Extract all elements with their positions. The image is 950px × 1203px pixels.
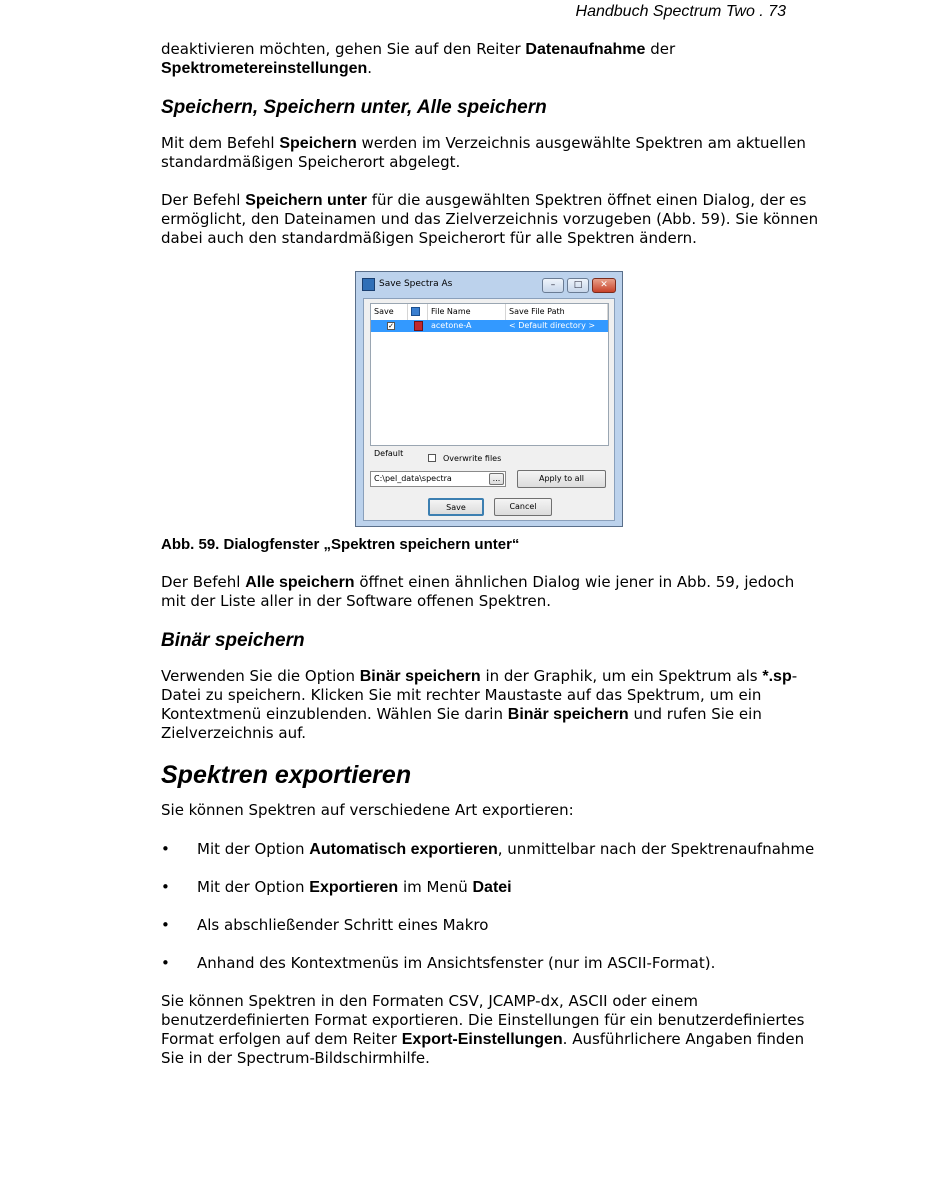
browse-button[interactable]: ...	[489, 473, 504, 485]
running-header: Handbuch Spectrum Two . 73	[575, 3, 786, 20]
cube-icon	[411, 307, 420, 316]
app-icon	[362, 278, 375, 291]
list-item: • Mit der Option Automatisch exportieren, unmittelbar nach der Spektrenaufnahme	[161, 840, 821, 859]
save-spectra-dialog	[355, 271, 623, 527]
column-header-icon[interactable]	[408, 304, 428, 320]
spectra-list[interactable]	[370, 303, 609, 446]
dialog-title: Save Spectra As	[379, 279, 453, 289]
save-button[interactable]: Save	[428, 498, 484, 516]
apply-to-all-button[interactable]: Apply to all	[517, 470, 606, 488]
paragraph-save-all: Der Befehl Alle speichern öffnet einen ähnlichen Dialog wie jener in Abb. 59, jedoch mit der Liste aller in der Software offenen Spektren.	[161, 573, 795, 610]
heading-export: Spektren exportieren	[161, 761, 412, 789]
paragraph-save: Mit dem Befehl Speichern werden im Verzeichnis ausgewählte Spektren am aktuellen standardmäßigen Speicherort abgelegt.	[161, 134, 806, 171]
paragraph-binary: Verwenden Sie die Option Binär speichern in der Graphik, um ein Spektrum als *.sp-Datei zu speichern. Klicken Sie mit rechter Maustaste auf das Spektrum, um ein Kontextmenü einzublenden. Wählen Sie darin Binär speichern und rufen Sie ein Zielverzeichnis auf.	[161, 667, 798, 742]
table-row[interactable]	[371, 320, 608, 332]
save-checkbox[interactable]: ✓	[388, 321, 394, 330]
cancel-button[interactable]: Cancel	[494, 498, 552, 516]
page-content	[161, 40, 821, 1068]
paragraph-export-formats: Sie können Spektren in den Formaten CSV, JCAMP-dx, ASCII oder einem benutzerdefinierten Format exportieren. Die Einstellungen für ein benutzerdefiniertes Format erfolgen auf dem Reiter Export-Einstellungen. Ausführlichere Angaben finden Sie in der Spectrum-Bildschirmhilfe.	[161, 992, 805, 1067]
dialog-titlebar[interactable]	[356, 272, 622, 298]
figure-caption: Abb. 59. Dialogfenster „Spektren speichern unter“	[161, 536, 520, 553]
intro-paragraph: deaktivieren möchten, gehen Sie auf den Reiter Datenaufnahme der Spektrometereinstellungen.	[161, 40, 676, 77]
list-item: • Mit der Option Exportieren im Menü Datei	[161, 878, 821, 897]
list-item: • Anhand des Kontextmenüs im Ansichtsfenster (nur im ASCII-Format).	[161, 954, 821, 973]
list-item: • Als abschließender Schritt eines Makro	[161, 916, 821, 935]
default-path-input[interactable]	[370, 471, 506, 487]
minimize-button[interactable]: –	[542, 278, 564, 293]
save-path-cell: < Default directory >	[509, 321, 596, 330]
column-header-save-path[interactable]: Save File Path	[506, 304, 608, 320]
overwrite-label: Overwrite files	[443, 454, 502, 463]
heading-save: Speichern, Speichern unter, Alle speichern	[161, 97, 547, 118]
default-label: Default	[374, 449, 404, 458]
default-path-value: C:\pel_data\spectra	[374, 474, 452, 483]
paragraph-save-as: Der Befehl Speichern unter für die ausgewählten Spektren öffnet einen Dialog, der es ermöglicht, den Dateinamen und das Zielverzeichnis vorzugeben (Abb. 59). Sie können dabei auch den standardmäßigen Speicherort für alle Spektren ändern.	[161, 191, 819, 247]
paragraph-export-intro: Sie können Spektren auf verschiedene Art exportieren:	[161, 801, 574, 819]
column-header-file-name[interactable]: File Name	[428, 304, 506, 320]
spectrum-file-icon	[414, 321, 423, 331]
maximize-button[interactable]: □	[567, 278, 589, 293]
column-header-save[interactable]: Save	[371, 304, 408, 320]
list-header	[371, 304, 608, 321]
close-button[interactable]: ✕	[592, 278, 616, 293]
file-name-cell: acetone-A	[431, 321, 472, 330]
heading-binary: Binär speichern	[161, 630, 305, 651]
dialog-client-area	[363, 298, 615, 521]
overwrite-checkbox[interactable]	[428, 454, 436, 462]
export-options-list	[161, 840, 821, 973]
